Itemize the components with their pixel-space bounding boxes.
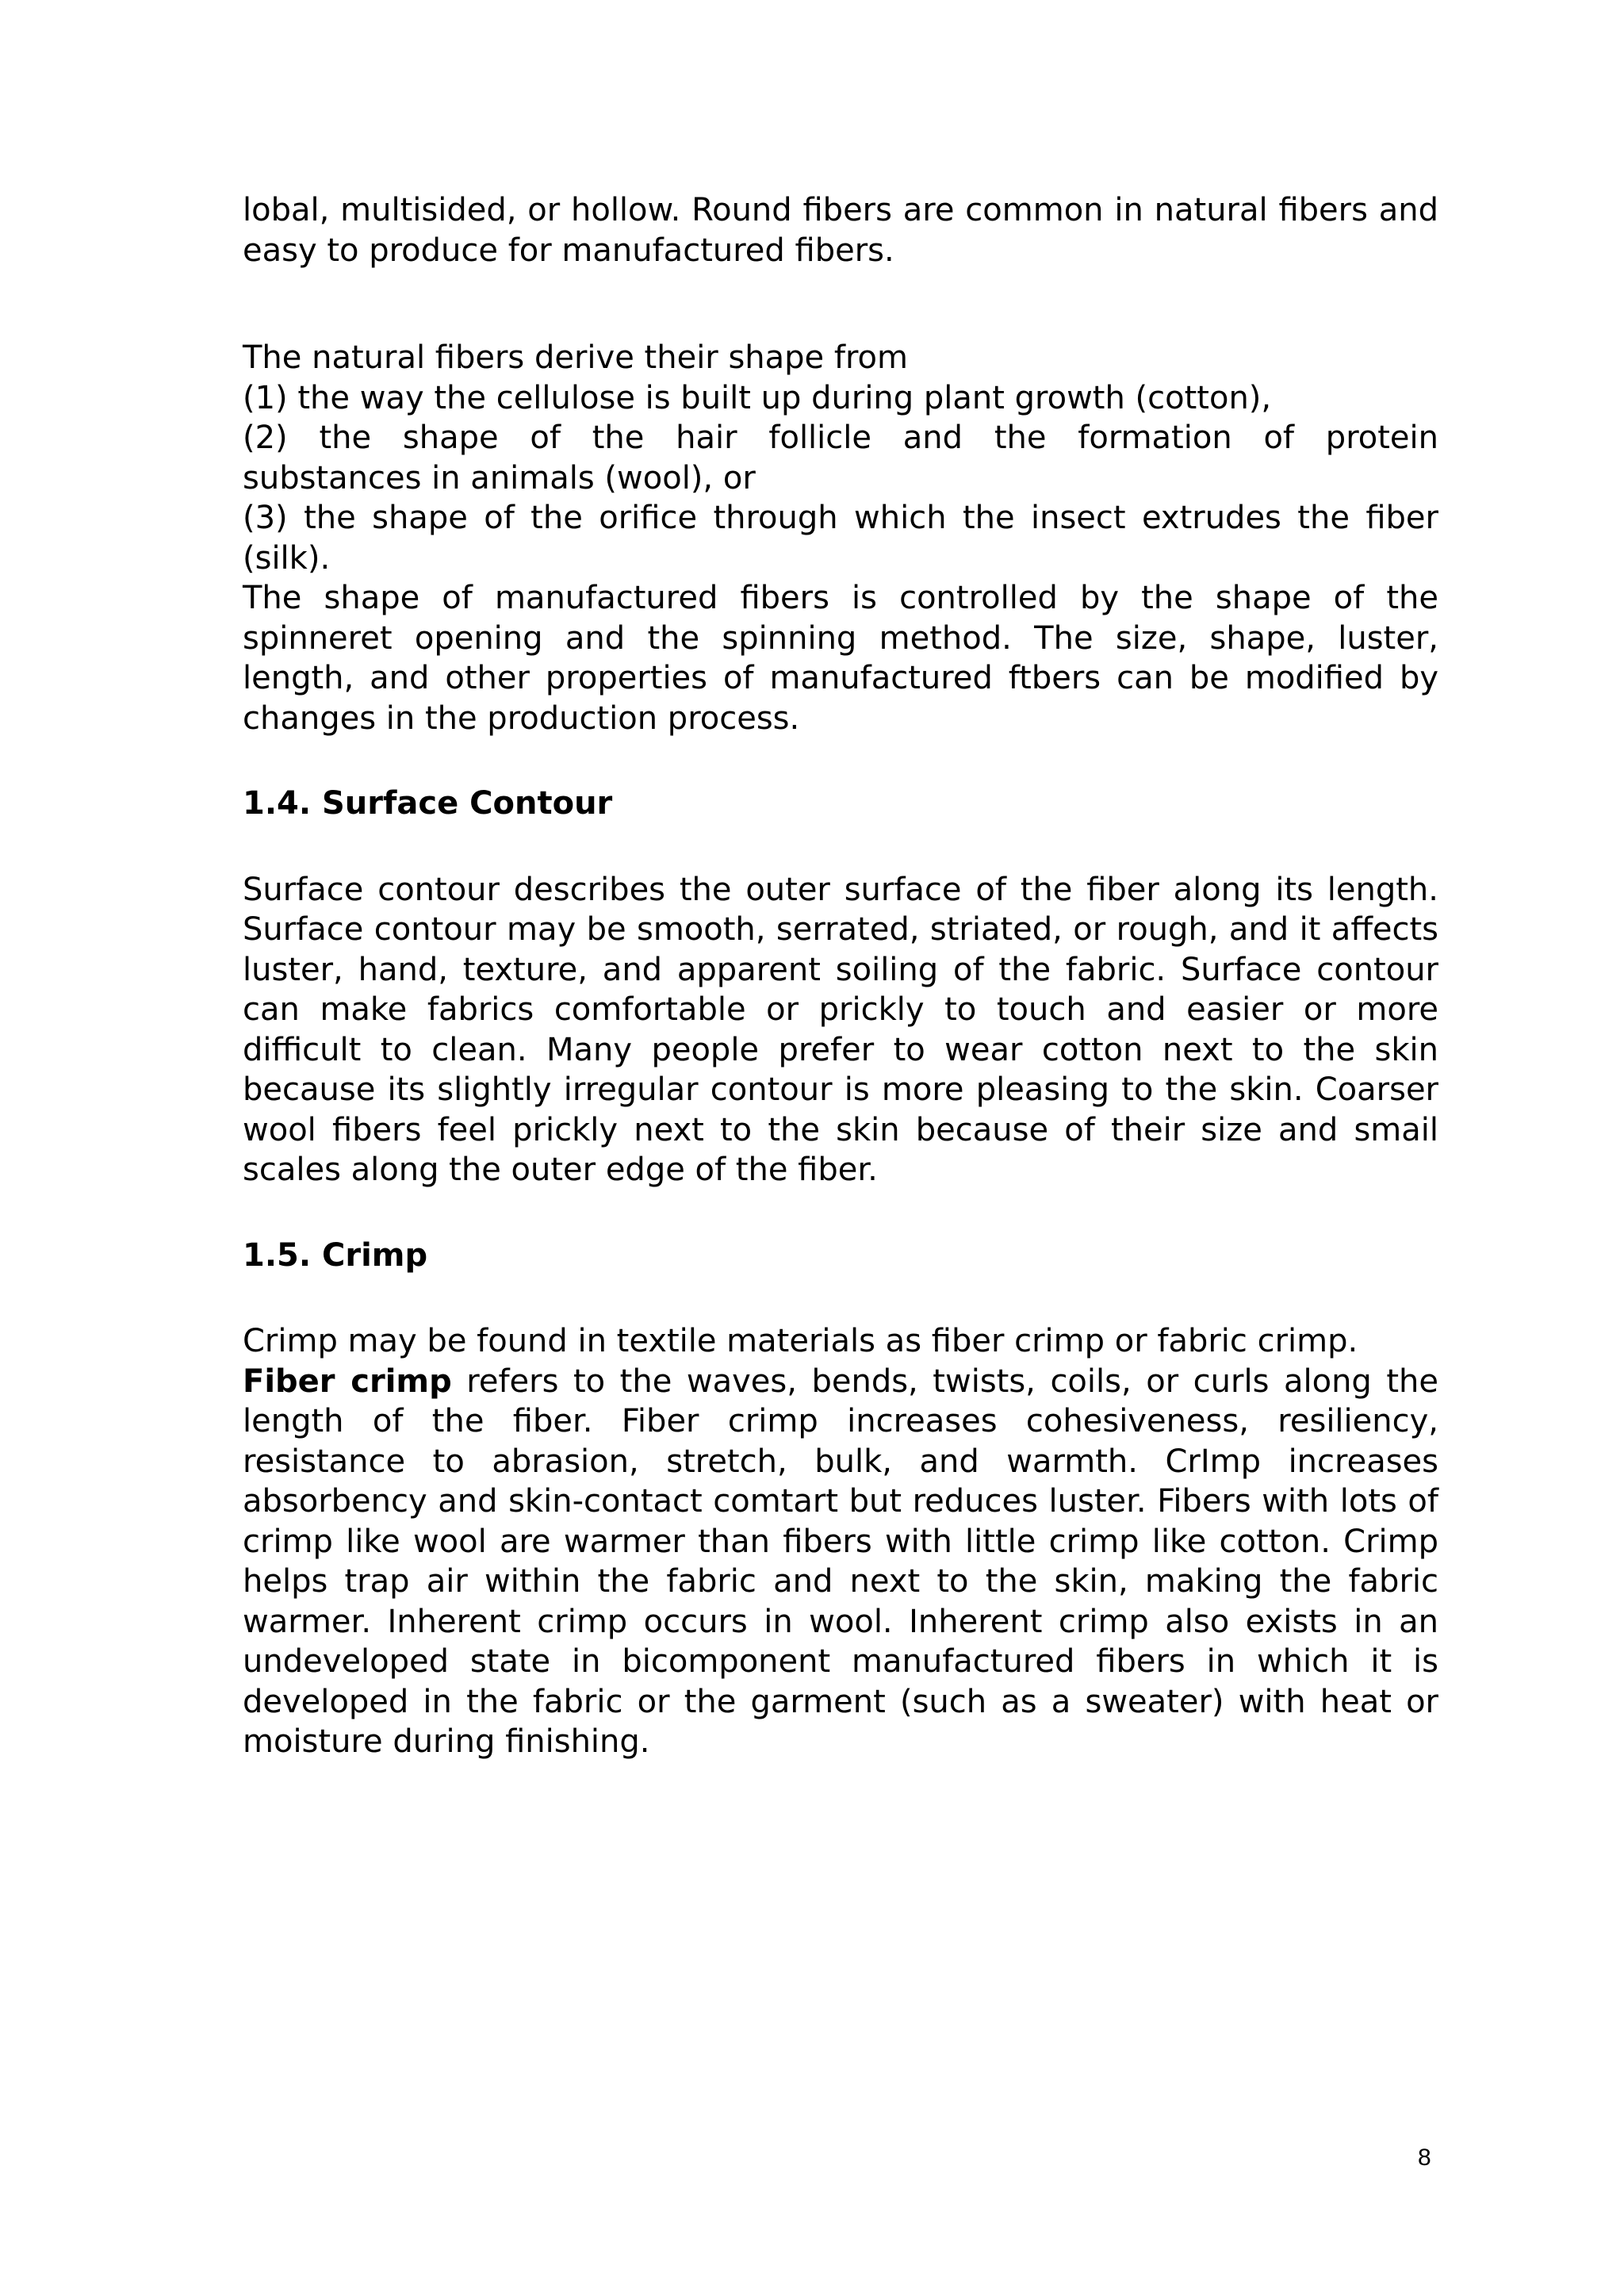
shape-intro: The natural fibers derive their shape from [243,339,908,376]
crimp-paragraph-1: Crimp may be found in textile materials as fiber crimp or fabric crimp. [243,1323,1358,1359]
section-heading-crimp: 1.5. Crimp [243,1236,428,1274]
document-page [243,190,1438,1762]
section-heading-surface-contour: 1.4. Surface Contour [243,785,613,822]
manufactured-paragraph: The shape of manufactured fibers is controlled by the shape of the spinneret opening and the spinning method. The size, shape, luster, length, and other properties of manufactured ftbers can be modified by changes in the production process. [243,580,1438,737]
fiber-crimp-definition: refers to the waves, bends, twists, coils, or curls along the length of the fiber. Fiber crimp increases cohesiveness, resiliency, resistance to abrasion, stretch, bulk, and warmth. CrImp increases absorbency and skin-contact comtart but reduces luster. Fibers with lots of crimp like wool are warmer than fibers with little crimp like cotton. Crimp helps trap air within the fabric and next to the skin, making the fabric warmer. Inherent crimp occurs in wool. Inherent crimp also exists in an undeveloped state in bicomponent manufactured fibers in which it is developed in the fabric or the garment (such as a sweater) with heat or moisture during finishing. [243,1363,1438,1760]
intro-paragraph: lobal, multisided, or hollow. Round fibers are common in natural fibers and easy to produce for manufactured fibers. [243,192,1438,269]
shape-item-3: (3) the shape of the orifice through which the insect extrudes the fiber (silk). [243,500,1438,577]
shape-item-2-line-a: (2) the shape of the hair follicle and the formation of protein [243,420,1438,456]
crimp-section [243,1321,1438,1762]
shape-item-2-line-b: substances in animals (wool), or [243,459,756,496]
page-number: 8 [1418,2145,1431,2171]
shape-item-1: (1) the way the cellulose is built up during plant growth (cotton), [243,379,1272,416]
crimp-paragraph-2 [243,1362,1438,1762]
fiber-crimp-term: Fiber crimp [243,1363,452,1400]
natural-fiber-shape-section [243,338,1438,738]
surface-contour-paragraph: Surface contour describes the outer surface of the fiber along its length. Surface contour may be smooth, serrated, striated, or rough, and it affects luster, hand, texture, and apparent soiling of the fabric. Surface contour can make fabrics comfortable or prickly to touch and easier or more difficult to clean. Many people prefer to wear cotton next to the skin because its slightly irregular contour is more pleasing to the skin. Coarser wool fibers feel prickly next to the skin because of their size and smail scales along the outer edge of the fiber. [243,871,1438,1188]
